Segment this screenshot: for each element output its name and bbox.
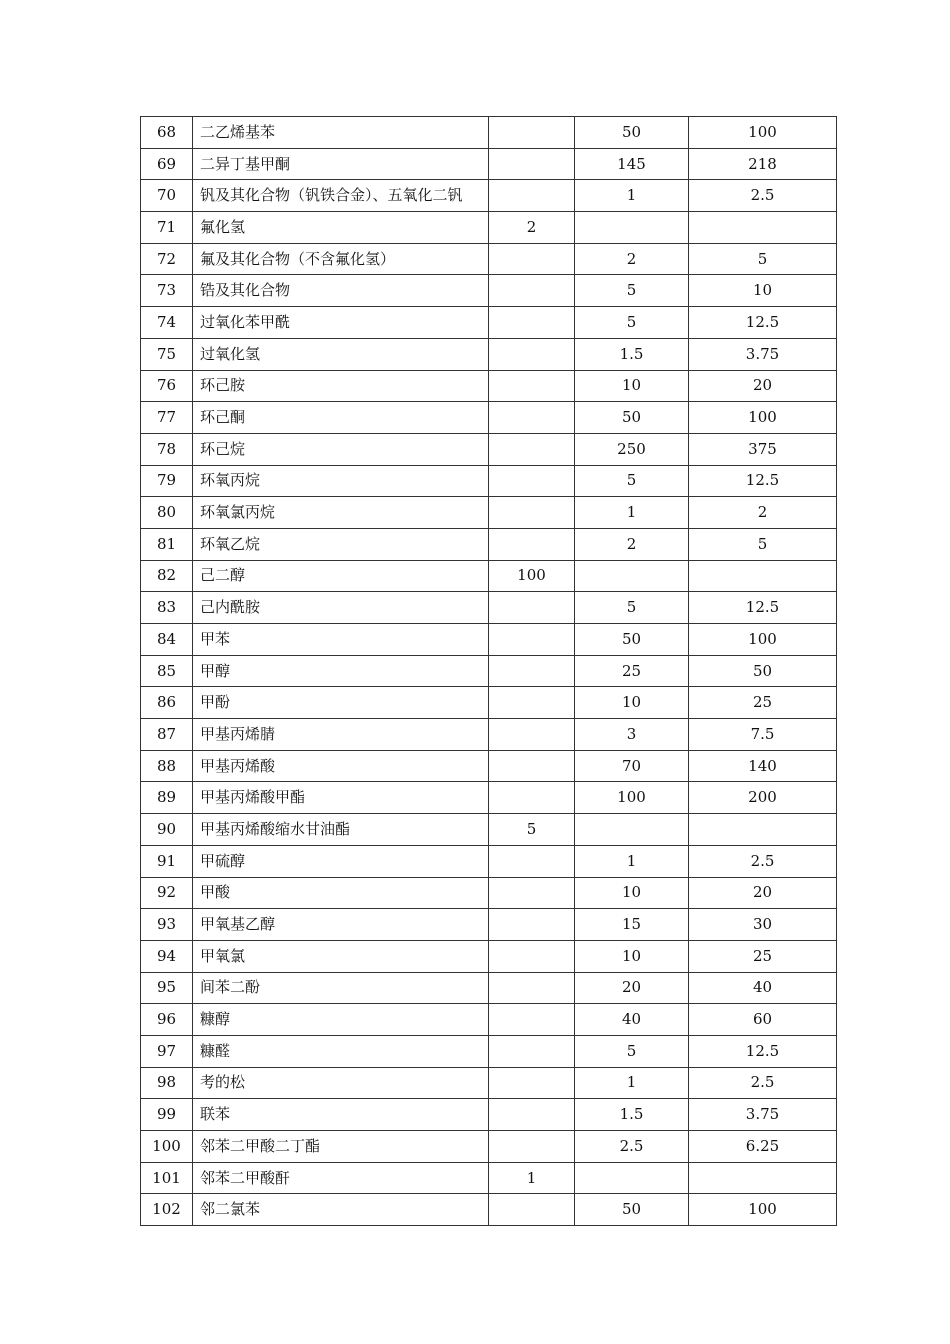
substance-name: 己内酰胺 xyxy=(200,599,261,617)
value-col-5: 140 xyxy=(689,750,837,782)
value-col-4 xyxy=(575,560,689,592)
value-col-5: 375 xyxy=(689,433,837,465)
row-number: 87 xyxy=(141,719,193,751)
substance-name: 环己胺 xyxy=(200,377,246,395)
value-col-5: 20 xyxy=(689,370,837,402)
table-row xyxy=(141,212,837,244)
row-number: 101 xyxy=(141,1162,193,1194)
value-col-5: 218 xyxy=(689,148,837,180)
substance-name: 二异丁基甲酮 xyxy=(200,155,291,173)
value-col-3 xyxy=(489,845,575,877)
table-row xyxy=(141,1194,837,1226)
substance-cell xyxy=(193,528,489,560)
value-col-3 xyxy=(489,117,575,149)
value-col-3 xyxy=(489,180,575,212)
row-number: 77 xyxy=(141,402,193,434)
substance-name: 氟及其化合物（不含氟化氢） xyxy=(200,250,396,268)
substance-name: 甲基丙烯酸 xyxy=(200,757,276,775)
value-col-5: 200 xyxy=(689,782,837,814)
substance-name: 二乙烯基苯 xyxy=(200,123,276,141)
substance-cell xyxy=(193,307,489,339)
row-number: 78 xyxy=(141,433,193,465)
value-col-5: 30 xyxy=(689,909,837,941)
value-col-4: 10 xyxy=(575,687,689,719)
value-col-4: 1 xyxy=(575,180,689,212)
value-col-3 xyxy=(489,655,575,687)
value-col-3 xyxy=(489,433,575,465)
substance-cell xyxy=(193,845,489,877)
substance-cell xyxy=(193,370,489,402)
value-col-3 xyxy=(489,1131,575,1163)
row-number: 68 xyxy=(141,117,193,149)
substance-name: 过氧化氢 xyxy=(200,345,261,363)
table-row xyxy=(141,497,837,529)
substance-name: 锆及其化合物 xyxy=(200,282,291,300)
value-col-4: 5 xyxy=(575,465,689,497)
substance-name: 甲基丙烯腈 xyxy=(200,725,276,743)
row-number: 97 xyxy=(141,1035,193,1067)
row-number: 73 xyxy=(141,275,193,307)
value-col-3 xyxy=(489,1035,575,1067)
table-row xyxy=(141,1004,837,1036)
substance-cell xyxy=(193,1162,489,1194)
value-col-3 xyxy=(489,624,575,656)
table-row xyxy=(141,624,837,656)
value-col-4: 2 xyxy=(575,528,689,560)
row-number: 79 xyxy=(141,465,193,497)
substance-cell xyxy=(193,687,489,719)
table-row xyxy=(141,1035,837,1067)
table-row xyxy=(141,528,837,560)
substance-cell xyxy=(193,592,489,624)
substance-name: 环氧氯丙烷 xyxy=(200,504,276,522)
row-number: 100 xyxy=(141,1131,193,1163)
substance-cell xyxy=(193,497,489,529)
value-col-3 xyxy=(489,940,575,972)
substance-name: 己二醇 xyxy=(200,567,246,585)
row-number: 85 xyxy=(141,655,193,687)
value-col-3: 5 xyxy=(489,814,575,846)
value-col-3: 1 xyxy=(489,1162,575,1194)
value-col-5: 5 xyxy=(689,243,837,275)
table-row xyxy=(141,940,837,972)
substance-name: 环氧乙烷 xyxy=(200,535,261,553)
substance-cell xyxy=(193,560,489,592)
substance-name: 甲基丙烯酸缩水甘油酯 xyxy=(200,820,351,838)
substance-name: 氟化氢 xyxy=(200,218,246,236)
value-col-4: 1 xyxy=(575,497,689,529)
value-col-5: 100 xyxy=(689,402,837,434)
table-row xyxy=(141,687,837,719)
value-col-3 xyxy=(489,909,575,941)
substance-name: 间苯二酚 xyxy=(200,979,261,997)
substance-cell xyxy=(193,814,489,846)
value-col-4: 25 xyxy=(575,655,689,687)
substance-cell xyxy=(193,275,489,307)
substance-cell xyxy=(193,212,489,244)
table-row xyxy=(141,1162,837,1194)
value-col-4: 50 xyxy=(575,117,689,149)
substance-name: 甲氧基乙醇 xyxy=(200,916,276,934)
row-number: 83 xyxy=(141,592,193,624)
substance-cell xyxy=(193,782,489,814)
row-number: 96 xyxy=(141,1004,193,1036)
value-col-4: 10 xyxy=(575,370,689,402)
value-col-4: 1 xyxy=(575,845,689,877)
value-col-5: 2.5 xyxy=(689,1067,837,1099)
row-number: 69 xyxy=(141,148,193,180)
value-col-4: 100 xyxy=(575,782,689,814)
value-col-5: 12.5 xyxy=(689,465,837,497)
substance-cell xyxy=(193,750,489,782)
table-row xyxy=(141,117,837,149)
value-col-5: 100 xyxy=(689,117,837,149)
substance-name: 甲硫醇 xyxy=(200,852,246,870)
value-col-3 xyxy=(489,687,575,719)
substance-name: 钒及其化合物（钒铁合金）、五氧化二钒 xyxy=(200,187,463,205)
row-number: 84 xyxy=(141,624,193,656)
value-col-4: 1.5 xyxy=(575,338,689,370)
substance-cell xyxy=(193,1131,489,1163)
value-col-5: 2.5 xyxy=(689,845,837,877)
row-number: 89 xyxy=(141,782,193,814)
value-col-4: 10 xyxy=(575,940,689,972)
substance-cell xyxy=(193,1099,489,1131)
substance-name: 过氧化苯甲酰 xyxy=(200,313,291,331)
value-col-5: 25 xyxy=(689,687,837,719)
row-number: 99 xyxy=(141,1099,193,1131)
table-row xyxy=(141,909,837,941)
value-col-5: 7.5 xyxy=(689,719,837,751)
value-col-3 xyxy=(489,592,575,624)
table-row xyxy=(141,370,837,402)
table-row xyxy=(141,719,837,751)
value-col-3 xyxy=(489,719,575,751)
value-col-4: 250 xyxy=(575,433,689,465)
value-col-3 xyxy=(489,972,575,1004)
substance-name: 糠醇 xyxy=(200,1011,231,1029)
substance-name: 环氧丙烷 xyxy=(200,472,261,490)
table-row xyxy=(141,1099,837,1131)
substance-name: 邻苯二甲酸酐 xyxy=(200,1169,291,1187)
substance-name: 联苯 xyxy=(200,1106,231,1124)
row-number: 81 xyxy=(141,528,193,560)
value-col-5: 12.5 xyxy=(689,592,837,624)
value-col-4: 1.5 xyxy=(575,1099,689,1131)
substance-cell xyxy=(193,940,489,972)
row-number: 91 xyxy=(141,845,193,877)
substance-cell xyxy=(193,1067,489,1099)
row-number: 75 xyxy=(141,338,193,370)
substance-cell xyxy=(193,243,489,275)
substance-name: 甲酚 xyxy=(200,694,231,712)
substance-cell xyxy=(193,148,489,180)
value-col-5: 100 xyxy=(689,1194,837,1226)
value-col-4: 10 xyxy=(575,877,689,909)
value-col-4: 5 xyxy=(575,307,689,339)
table-row xyxy=(141,972,837,1004)
substance-cell xyxy=(193,338,489,370)
substance-cell xyxy=(193,465,489,497)
value-col-4 xyxy=(575,1162,689,1194)
value-col-3 xyxy=(489,1067,575,1099)
row-number: 82 xyxy=(141,560,193,592)
value-col-5: 5 xyxy=(689,528,837,560)
table-row xyxy=(141,243,837,275)
value-col-3 xyxy=(489,782,575,814)
value-col-3 xyxy=(489,528,575,560)
substance-cell xyxy=(193,719,489,751)
value-col-3 xyxy=(489,402,575,434)
table-row xyxy=(141,814,837,846)
substance-name: 邻苯二甲酸二丁酯 xyxy=(200,1137,321,1155)
value-col-5 xyxy=(689,212,837,244)
value-col-5: 10 xyxy=(689,275,837,307)
table-row xyxy=(141,1131,837,1163)
substance-name: 甲酸 xyxy=(200,884,231,902)
value-col-3: 100 xyxy=(489,560,575,592)
table-row xyxy=(141,307,837,339)
value-col-5: 20 xyxy=(689,877,837,909)
table-row xyxy=(141,750,837,782)
value-col-5: 50 xyxy=(689,655,837,687)
row-number: 86 xyxy=(141,687,193,719)
value-col-4: 20 xyxy=(575,972,689,1004)
table-row xyxy=(141,465,837,497)
table-row xyxy=(141,845,837,877)
row-number: 74 xyxy=(141,307,193,339)
table-row xyxy=(141,655,837,687)
value-col-4: 5 xyxy=(575,592,689,624)
substance-cell xyxy=(193,117,489,149)
value-col-4: 3 xyxy=(575,719,689,751)
substance-name: 甲醇 xyxy=(200,662,231,680)
substance-cell xyxy=(193,624,489,656)
table-row xyxy=(141,877,837,909)
table-row xyxy=(141,275,837,307)
value-col-5: 2 xyxy=(689,497,837,529)
row-number: 93 xyxy=(141,909,193,941)
substance-cell xyxy=(193,180,489,212)
table-row xyxy=(141,148,837,180)
row-number: 76 xyxy=(141,370,193,402)
value-col-5 xyxy=(689,560,837,592)
substance-cell xyxy=(193,877,489,909)
value-col-5 xyxy=(689,1162,837,1194)
exposure-limits-table xyxy=(140,116,837,1226)
table-row xyxy=(141,338,837,370)
table-row xyxy=(141,1067,837,1099)
value-col-5: 3.75 xyxy=(689,1099,837,1131)
row-number: 102 xyxy=(141,1194,193,1226)
value-col-5: 2.5 xyxy=(689,180,837,212)
value-col-5: 3.75 xyxy=(689,338,837,370)
row-number: 90 xyxy=(141,814,193,846)
table-row xyxy=(141,402,837,434)
value-col-3 xyxy=(489,1194,575,1226)
value-col-4: 145 xyxy=(575,148,689,180)
substance-name: 邻二氯苯 xyxy=(200,1201,261,1219)
value-col-3 xyxy=(489,877,575,909)
value-col-4: 5 xyxy=(575,275,689,307)
value-col-4: 50 xyxy=(575,402,689,434)
table-row xyxy=(141,782,837,814)
value-col-3 xyxy=(489,275,575,307)
value-col-5 xyxy=(689,814,837,846)
value-col-5: 60 xyxy=(689,1004,837,1036)
value-col-3 xyxy=(489,307,575,339)
value-col-5: 12.5 xyxy=(689,1035,837,1067)
value-col-5: 12.5 xyxy=(689,307,837,339)
substance-cell xyxy=(193,972,489,1004)
value-col-3: 2 xyxy=(489,212,575,244)
table-row xyxy=(141,592,837,624)
substance-cell xyxy=(193,1035,489,1067)
value-col-4: 50 xyxy=(575,1194,689,1226)
value-col-3 xyxy=(489,148,575,180)
row-number: 70 xyxy=(141,180,193,212)
row-number: 71 xyxy=(141,212,193,244)
value-col-4 xyxy=(575,212,689,244)
value-col-5: 25 xyxy=(689,940,837,972)
substance-name: 考的松 xyxy=(200,1074,246,1092)
row-number: 98 xyxy=(141,1067,193,1099)
value-col-5: 6.25 xyxy=(689,1131,837,1163)
substance-name: 甲基丙烯酸甲酯 xyxy=(200,789,306,807)
value-col-4: 15 xyxy=(575,909,689,941)
value-col-4: 70 xyxy=(575,750,689,782)
table-body xyxy=(141,117,837,1226)
value-col-3 xyxy=(489,750,575,782)
substance-name: 糠醛 xyxy=(200,1042,231,1060)
value-col-4: 1 xyxy=(575,1067,689,1099)
substance-cell xyxy=(193,909,489,941)
substance-name: 甲氧氯 xyxy=(200,947,246,965)
row-number: 72 xyxy=(141,243,193,275)
substance-cell xyxy=(193,1004,489,1036)
substance-name: 环己烷 xyxy=(200,440,246,458)
value-col-5: 40 xyxy=(689,972,837,1004)
table-row xyxy=(141,433,837,465)
value-col-3 xyxy=(489,497,575,529)
value-col-3 xyxy=(489,370,575,402)
value-col-4: 5 xyxy=(575,1035,689,1067)
value-col-3 xyxy=(489,1004,575,1036)
value-col-4: 2.5 xyxy=(575,1131,689,1163)
table-row xyxy=(141,180,837,212)
value-col-4: 50 xyxy=(575,624,689,656)
value-col-3 xyxy=(489,465,575,497)
value-col-3 xyxy=(489,338,575,370)
substance-cell xyxy=(193,402,489,434)
row-number: 92 xyxy=(141,877,193,909)
value-col-4 xyxy=(575,814,689,846)
table-row xyxy=(141,560,837,592)
substance-cell xyxy=(193,1194,489,1226)
substance-cell xyxy=(193,433,489,465)
row-number: 94 xyxy=(141,940,193,972)
value-col-3 xyxy=(489,243,575,275)
value-col-3 xyxy=(489,1099,575,1131)
row-number: 80 xyxy=(141,497,193,529)
substance-name: 环己酮 xyxy=(200,409,246,427)
substance-cell xyxy=(193,655,489,687)
row-number: 95 xyxy=(141,972,193,1004)
substance-name: 甲苯 xyxy=(200,630,231,648)
value-col-4: 2 xyxy=(575,243,689,275)
value-col-5: 100 xyxy=(689,624,837,656)
value-col-4: 40 xyxy=(575,1004,689,1036)
row-number: 88 xyxy=(141,750,193,782)
